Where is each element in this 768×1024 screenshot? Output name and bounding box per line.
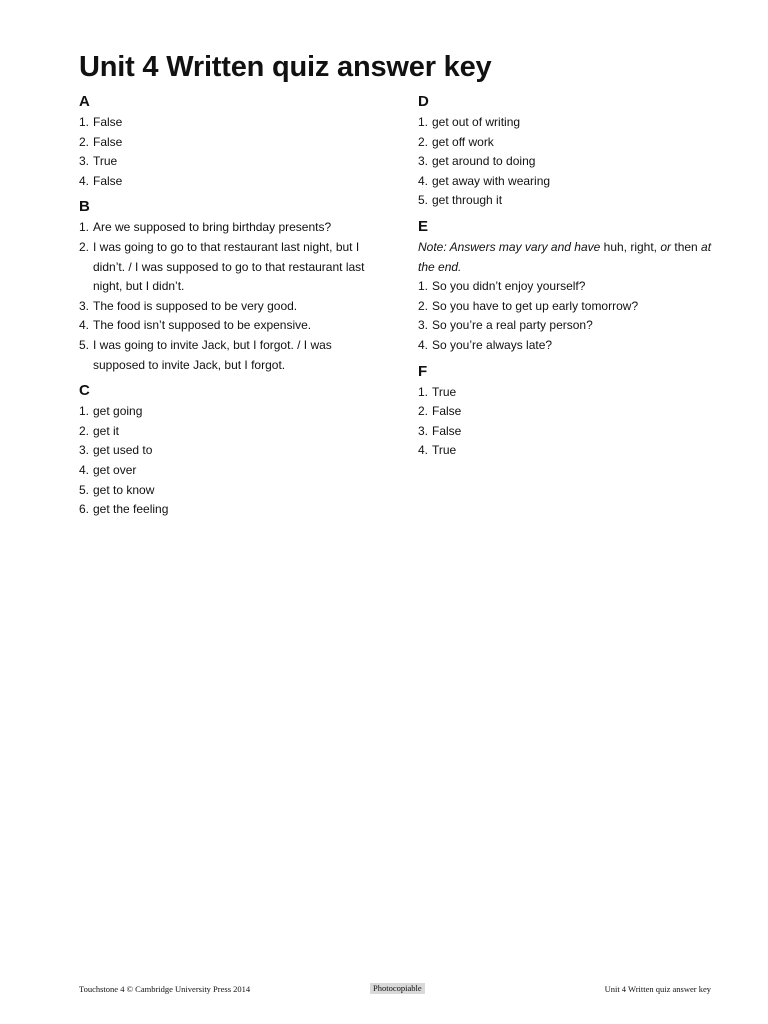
answer-text: False [93, 173, 123, 188]
answer-item [79, 461, 379, 481]
answer-text: get over [93, 462, 137, 477]
section-e [418, 217, 718, 356]
answer-number: 4. [418, 337, 429, 352]
answer-item [418, 133, 718, 153]
answer-item [418, 422, 718, 442]
section-heading: B [79, 198, 90, 216]
answer-number: 2. [79, 134, 90, 149]
section-c [79, 381, 379, 520]
section-f [418, 362, 718, 461]
answer-item [79, 402, 379, 422]
section-a [79, 92, 379, 191]
answer-item [79, 336, 379, 375]
answer-text: get going [93, 404, 143, 419]
answer-text: I was going to invite Jack, but I forgot. / I was supposed to invite Jack, but I forgot. [93, 337, 332, 372]
answer-number: 1. [79, 220, 90, 235]
answer-item [79, 441, 379, 461]
answer-text: True [93, 154, 118, 169]
answer-text: get it [93, 423, 120, 438]
answer-text: False [432, 423, 462, 438]
answer-item [79, 113, 379, 133]
answer-number: 2. [418, 298, 429, 313]
section-b [79, 197, 379, 375]
answer-number: 2. [418, 134, 429, 149]
answer-number: 4. [79, 462, 90, 477]
answer-item [418, 402, 718, 422]
answer-list [418, 277, 718, 355]
right-column [418, 92, 718, 467]
answer-text: True [432, 443, 457, 458]
answer-number: 3. [79, 154, 90, 169]
answer-number: 3. [418, 423, 429, 438]
answer-item [79, 297, 379, 317]
answer-text: So you’re always late? [432, 337, 553, 352]
answer-text: get away with wearing [432, 173, 551, 188]
section-d [418, 92, 718, 211]
answer-number: 4. [79, 173, 90, 188]
answer-number: 2. [418, 404, 429, 419]
answer-text: I was going to go to that restaurant last night, but I didn’t. / I was supposed to go to that restaurant last night, but I didn’t. [93, 239, 365, 294]
answer-text: The food is supposed to be very good. [93, 298, 298, 313]
note-segment: huh, right, [603, 239, 658, 254]
answer-list [79, 113, 379, 191]
footer-unit-title: Unit 4 Written quiz answer key [604, 984, 711, 994]
answer-number: 3. [79, 298, 90, 313]
section-note [418, 238, 718, 277]
answer-list [79, 402, 379, 520]
answer-number: 4. [418, 173, 429, 188]
answer-text: So you didn’t enjoy yourself? [432, 279, 586, 294]
answer-item [418, 113, 718, 133]
answer-item [79, 152, 379, 172]
page-title: Unit 4 Written quiz answer key [79, 51, 492, 83]
answer-number: 3. [79, 443, 90, 458]
answer-text: get off work [432, 134, 494, 149]
left-column [79, 92, 379, 526]
answer-text: Are we supposed to bring birthday presents? [93, 220, 332, 235]
answer-text: get used to [93, 443, 153, 458]
answer-item [418, 336, 718, 356]
answer-number: 5. [79, 337, 90, 352]
answer-text: get around to doing [432, 154, 536, 169]
answer-item [79, 218, 379, 238]
answer-item [418, 191, 718, 211]
answer-text: get the feeling [93, 502, 169, 517]
answer-number: 1. [79, 115, 90, 129]
answer-text: False [93, 115, 123, 129]
answer-number: 2. [79, 423, 90, 438]
answer-number: 3. [418, 154, 429, 169]
answer-item [79, 238, 379, 297]
answer-text: get through it [432, 193, 503, 208]
answer-text: False [432, 404, 462, 419]
answer-item [418, 172, 718, 192]
answer-item [418, 383, 718, 403]
answer-item [418, 297, 718, 317]
note-segment: Note: Answers may vary and have [418, 239, 604, 254]
answer-list [418, 383, 718, 461]
answer-item [79, 316, 379, 336]
answer-number: 5. [418, 193, 429, 208]
answer-item [418, 441, 718, 461]
note-segment: at the end. [418, 239, 712, 274]
page-footer [79, 982, 711, 996]
answer-number: 3. [418, 318, 429, 333]
section-heading: E [418, 217, 429, 235]
answer-list [79, 218, 379, 375]
answer-item [79, 500, 379, 520]
footer-photocopiable-badge: Photocopiable [370, 983, 425, 994]
section-heading: F [418, 362, 428, 380]
answer-number: 2. [79, 239, 90, 254]
answer-item [79, 422, 379, 442]
answer-text: True [432, 384, 457, 399]
answer-item [418, 316, 718, 336]
answer-text: False [93, 134, 123, 149]
answer-list [418, 113, 718, 211]
answer-text: So you’re a real party person? [432, 318, 593, 333]
answer-item [418, 277, 718, 297]
section-heading: A [79, 93, 90, 110]
answer-text: get to know [93, 482, 155, 497]
answer-item [79, 481, 379, 501]
answer-number: 4. [418, 443, 429, 458]
answer-number: 5. [79, 482, 90, 497]
answer-number: 1. [79, 404, 90, 419]
footer-copyright: Touchstone 4 © Cambridge University Press 2014 [79, 984, 251, 994]
note-segment: or [657, 239, 675, 254]
section-heading: D [418, 93, 429, 110]
answer-text: The food isn’t supposed to be expensive. [93, 318, 312, 333]
answer-number: 1. [418, 279, 429, 294]
section-heading: C [79, 382, 90, 400]
answer-item [79, 172, 379, 192]
answer-text: So you have to get up early tomorrow? [432, 298, 639, 313]
answer-item [418, 152, 718, 172]
answer-text: get out of writing [432, 115, 521, 129]
note-segment: then [674, 239, 698, 254]
answer-number: 4. [79, 318, 90, 333]
answer-number: 1. [418, 115, 429, 129]
answer-number: 1. [418, 384, 429, 399]
answer-item [79, 133, 379, 153]
answer-number: 6. [79, 502, 90, 517]
